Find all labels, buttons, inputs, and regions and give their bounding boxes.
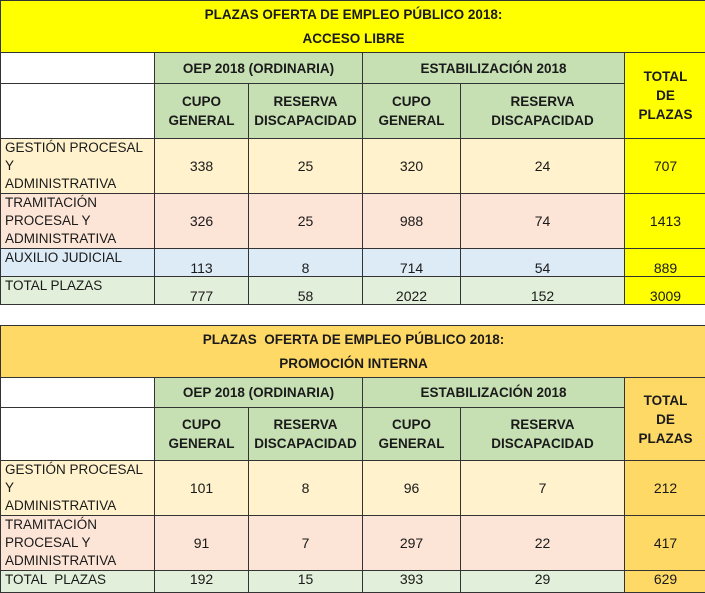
- table-row: [1, 139, 705, 194]
- cell-value: 91: [155, 516, 249, 571]
- empty-corner-cell: [1, 53, 155, 84]
- cell-value: 297: [363, 516, 461, 571]
- row-label: TOTAL PLAZAS: [1, 571, 155, 593]
- sub-header: RESERVA DISCAPACIDAD: [249, 84, 363, 139]
- cell-value: 8: [249, 249, 363, 277]
- cell-value: 22: [461, 516, 625, 571]
- table-row: [1, 249, 705, 277]
- table-row: [1, 194, 705, 249]
- cell-value: 988: [363, 194, 461, 249]
- sub-header: CUPO GENERAL: [363, 84, 461, 139]
- cell-value: 25: [249, 194, 363, 249]
- table-title: PLAZAS OFERTA DE EMPLEO PÚBLICO 2018: ACCESO LIBRE: [1, 1, 705, 53]
- sub-header: RESERVA DISCAPACIDAD: [461, 84, 625, 139]
- table-row-total: [1, 277, 705, 305]
- cell-total: 417: [625, 516, 705, 571]
- cell-value: 777: [155, 277, 249, 305]
- cell-value: 8: [249, 461, 363, 516]
- promocion-interna-table: [0, 325, 705, 593]
- empty-corner-cell: [1, 408, 155, 461]
- cell-value: 152: [461, 277, 625, 305]
- cell-value: 714: [363, 249, 461, 277]
- cell-total: 629: [625, 571, 705, 593]
- row-label: TRAMITACIÓN PROCESAL Y ADMINISTRATIVA: [1, 516, 155, 571]
- cell-value: 15: [249, 571, 363, 593]
- cell-value: 393: [363, 571, 461, 593]
- cell-total: 1413: [625, 194, 705, 249]
- table-row-total: [1, 571, 705, 593]
- sub-header: CUPO GENERAL: [363, 408, 461, 461]
- cell-value: 7: [249, 516, 363, 571]
- total-header: TOTAL DE PLAZAS: [625, 53, 705, 139]
- cell-value: 29: [461, 571, 625, 593]
- total-header: TOTAL DE PLAZAS: [625, 378, 705, 461]
- cell-total: 707: [625, 139, 705, 194]
- group-header-oep: OEP 2018 (ORDINARIA): [155, 378, 363, 408]
- cell-value: 54: [461, 249, 625, 277]
- row-label: GESTIÓN PROCESAL Y ADMINISTRATIVA: [1, 461, 155, 516]
- cell-value: 25: [249, 139, 363, 194]
- cell-total: 889: [625, 249, 705, 277]
- row-label: GESTIÓN PROCESAL Y ADMINISTRATIVA: [1, 139, 155, 194]
- cell-total: 3009: [625, 277, 705, 305]
- empty-corner-cell: [1, 378, 155, 408]
- sub-header: CUPO GENERAL: [155, 408, 249, 461]
- table-row: [1, 516, 705, 571]
- cell-value: 192: [155, 571, 249, 593]
- group-header-estabilizacion: ESTABILIZACIÓN 2018: [363, 53, 625, 84]
- group-header-estabilizacion: ESTABILIZACIÓN 2018: [363, 378, 625, 408]
- table-row: [1, 461, 705, 516]
- cell-value: 320: [363, 139, 461, 194]
- row-label: TRAMITACIÓN PROCESAL Y ADMINISTRATIVA: [1, 194, 155, 249]
- cell-value: 96: [363, 461, 461, 516]
- cell-value: 113: [155, 249, 249, 277]
- sub-header: CUPO GENERAL: [155, 84, 249, 139]
- sub-header: RESERVA DISCAPACIDAD: [249, 408, 363, 461]
- row-label: TOTAL PLAZAS: [1, 277, 155, 305]
- row-label: AUXILIO JUDICIAL: [1, 249, 155, 277]
- empty-corner-cell: [1, 84, 155, 139]
- cell-value: 326: [155, 194, 249, 249]
- cell-value: 338: [155, 139, 249, 194]
- cell-value: 101: [155, 461, 249, 516]
- cell-value: 2022: [363, 277, 461, 305]
- table-title: PLAZAS OFERTA DE EMPLEO PÚBLICO 2018: PROMOCIÓN INTERNA: [1, 326, 705, 378]
- cell-value: 7: [461, 461, 625, 516]
- cell-value: 58: [249, 277, 363, 305]
- sub-header: RESERVA DISCAPACIDAD: [461, 408, 625, 461]
- cell-value: 74: [461, 194, 625, 249]
- cell-total: 212: [625, 461, 705, 516]
- group-header-oep: OEP 2018 (ORDINARIA): [155, 53, 363, 84]
- cell-value: 24: [461, 139, 625, 194]
